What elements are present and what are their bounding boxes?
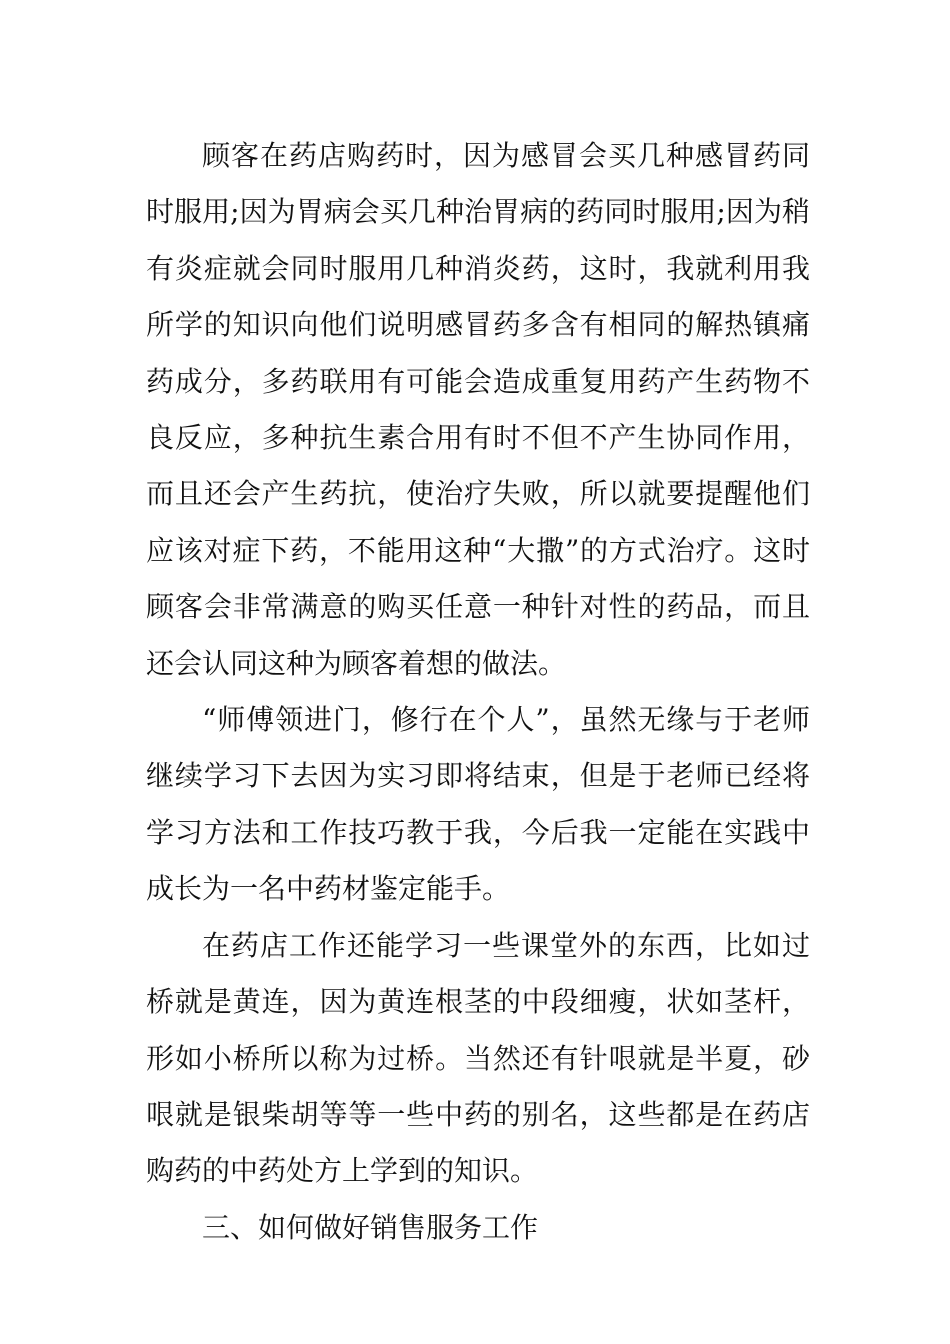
document-body bbox=[146, 128, 810, 1256]
paragraph-otc-advice: 顾客在药店购药时，因为感冒会买几种感冒药同时服用;因为胃病会买几种治胃病的药同时服用;因为稍有炎症就会同时服用几种消炎药，这时，我就利用我所学的知识向他们说明感冒药多含有相同的解热镇痛药成分，多药联用有可能会造成重复用药产生药物不良反应，多种抗生素合用有时不但不产生协同作用，而且还会产生药抗，使治疗失败，所以就要提醒他们应该对症下药，不能用这种“大撒”的方式治疗。这时顾客会非常满意的购买任意一种针对性的药品，而且还会认同这种为顾客着想的做法。 bbox=[146, 139, 810, 680]
paragraph-mentor: “师傅领进门，修行在个人”，虽然无缘与于老师继续学习下去因为实习即将结束，但是于老师已经将学习方法和工作技巧教于我，今后我一定能在实践中成长为一名中药材鉴定能手。 bbox=[146, 703, 810, 906]
paragraph-herb-aliases: 在药店工作还能学习一些课堂外的东西，比如过桥就是黄连，因为黄连根茎的中段细瘦，状如茎杆，形如小桥所以称为过桥。当然还有针哏就是半夏，砂哏就是银柴胡等等一些中药的别名，这些都是在药店购药的中药处方上学到的知识。 bbox=[146, 928, 810, 1188]
section-heading-sales-service: 三、如何做好销售服务工作 bbox=[202, 1210, 539, 1244]
